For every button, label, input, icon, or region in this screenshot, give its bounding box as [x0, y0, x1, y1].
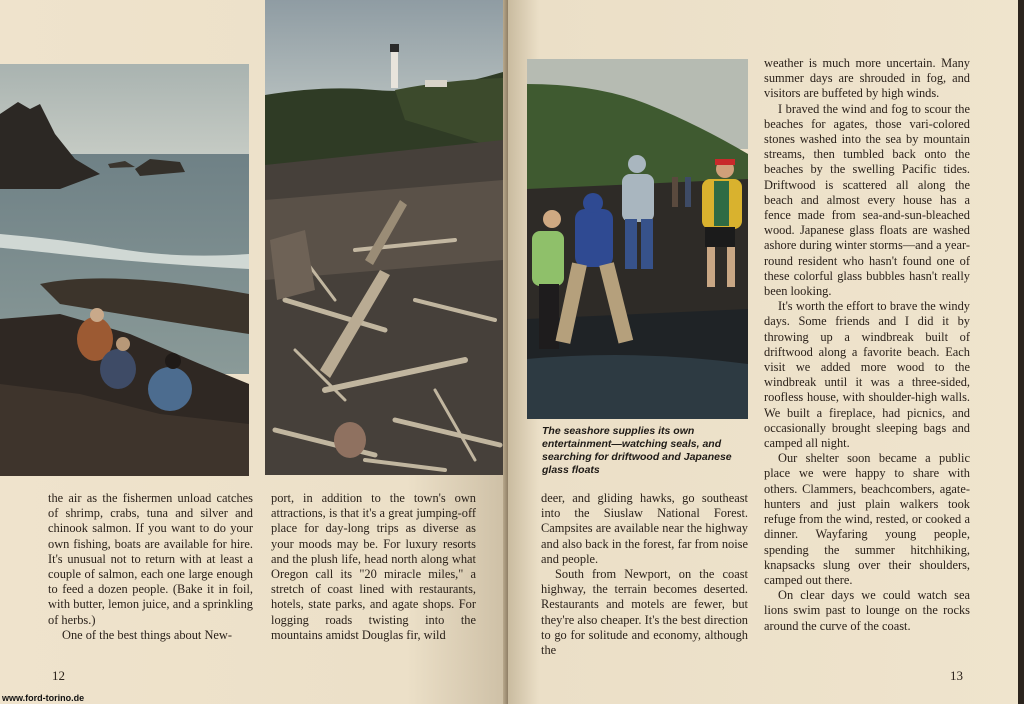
photo-caption: The seashore supplies its own entertainment—watching seals, and searching for driftwood and Japanese glass floats	[542, 425, 732, 476]
right-page	[508, 0, 1024, 704]
left-column-2	[271, 491, 476, 643]
paragraph: port, in addition to the town's own attractions, is that it's a great jumping-off place for day-long trips as diverse as your moods may be. For luxury resorts and the plush life, head north along what Oregon call its "20 miracle miles," a stretch of coast lined with restaurants, hotels, state parks, and agate shops. For logging roads twisting into the mountains amidst Douglas fir, wild	[271, 491, 476, 642]
left-column-1	[48, 491, 253, 643]
page-number-left: 12	[52, 668, 65, 683]
paragraph: One of the best things about New-	[62, 627, 232, 642]
page-edge	[1018, 0, 1024, 704]
paragraph: deer, and gliding hawks, go southeast into the Siuslaw National Forest. Campsites are available near the highway and also back in the forest, far from noise and people.	[541, 491, 748, 566]
page-number-right: 13	[950, 668, 963, 683]
paragraph: On clear days we could watch sea lions swim past to lounge on the rocks around the curve of the coast.	[764, 588, 970, 633]
paragraph: the air as the fishermen unload catches of shrimp, crabs, tuna and silver and chinook salmon. If you want to do your own fishing, boats are available for hire. It's unusual not to return with at least a couple of salmon, each one large enough to feed a dozen people. (Bake it in foil, with butter, lemon juice, and a sprinkling of herbs.)	[48, 491, 253, 627]
watermark: www.ford-torino.de	[2, 693, 85, 703]
left-page	[0, 0, 508, 704]
photo-lighthouse-driftwood	[265, 0, 503, 475]
paragraph: It's worth the effort to brave the windy days. Some friends and I did it by throwing up a windbreak built of driftwood along a favorite beach. Each visit we added more wood to the windbreak until it was a three-sided, roofless house, with shoulder-high walls. We built a fireplace, had picnics, and occasionally brought sleeping bags and camped all night.	[764, 299, 970, 451]
photo-beachcombers	[527, 59, 748, 419]
paragraph: I braved the wind and fog to scour the beaches for agates, those vari-colored stones washed into the sea by mountain streams, then tumbled back onto the beaches by the swelling Pacific tides. Driftwood is scattered all along the beach and almost every house has a fence made from sea-and-sun-bleached wood. Japanese glass floats are washed ashore during winter storms—and a year-round resident who hasn't found one of these colorful glass bubbles hasn't really been looking.	[764, 101, 970, 299]
right-column-2	[764, 56, 970, 634]
paragraph: weather is much more uncertain. Many summer days are shrouded in fog, and visitors are buffeted by high winds.	[764, 56, 970, 101]
paragraph: South from Newport, on the coast highway, the terrain becomes deserted. Restaurants and motels are fewer, but they're also cheaper. It's the best direction to go for solitude and economy, although the	[541, 567, 748, 658]
paragraph: Our shelter soon became a public place we were happy to share with others. Clammers, beachcombers, agate-hunters and just plain walkers took refuge from the wind, rested, or cooked a dinner. Wayfaring young people, spending the summer hitchhiking, knapsacks slung over their shoulders, camped out there.	[764, 451, 970, 587]
right-column-1	[541, 491, 748, 658]
photo-fishermen-rocks	[0, 64, 249, 476]
